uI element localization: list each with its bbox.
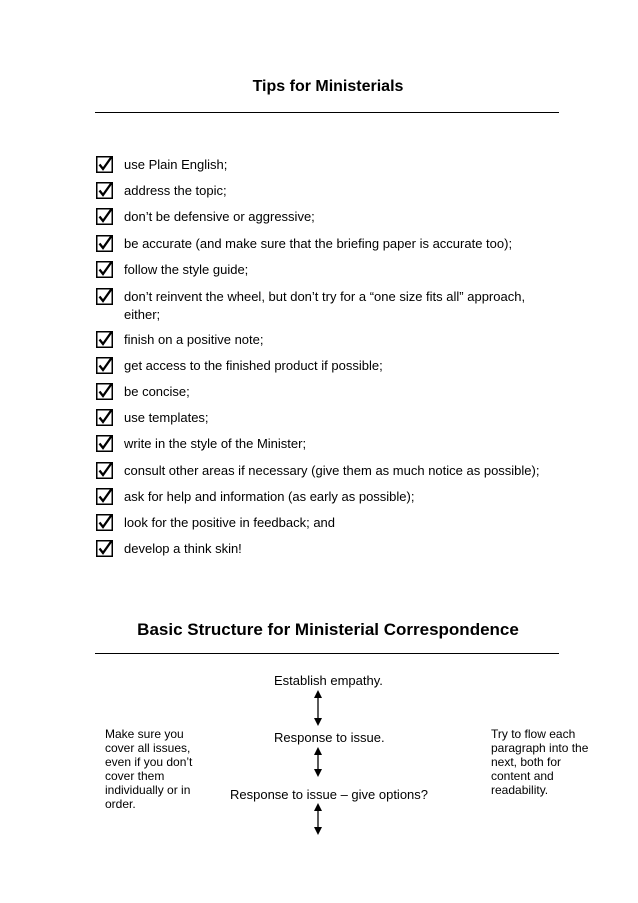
page-title: Tips for Ministerials [252,78,404,95]
tip-item: be accurate (and make sure that the briefing paper is accurate too); [124,236,513,251]
checkbox-icon [96,383,113,400]
tip-item: ask for help and information (as early as possible); [124,489,415,504]
checkbox-icon [96,235,113,252]
checkbox-icon [96,488,113,505]
checkbox-icon [96,409,113,426]
flow-step-empathy: Establish empathy. [274,673,383,688]
tip-item: don’t reinvent the wheel, but don’t try for a “one size fits all” approach, either; [124,289,526,322]
checkbox-icon [96,357,113,374]
tip-item: consult other areas if necessary (give them as much notice as possible); [124,463,540,478]
tip-item: develop a think skin! [124,541,242,556]
double-arrow-icon [312,803,324,840]
checkbox-icon [96,261,113,278]
tip-item: be concise; [124,384,190,399]
checkbox-icon [96,208,113,225]
checkbox-icon [96,435,113,452]
tip-item: use Plain English; [124,157,228,172]
checkbox-icon [96,182,113,199]
checkbox-icon [96,331,113,348]
double-arrow-icon [312,690,324,731]
tip-item: address the topic; [124,183,227,198]
flow-step-options: Response to issue – give options? [230,787,429,802]
double-arrow-icon [312,747,324,782]
checkbox-icon [96,462,113,479]
tip-item: look for the positive in feedback; and [124,515,336,530]
checkbox-icon [96,514,113,531]
section-title: Basic Structure for Ministerial Correspondence [137,620,519,639]
tip-item: finish on a positive note; [124,332,264,347]
tip-item: follow the style guide; [124,262,249,277]
title-rule [95,112,559,113]
flow-step-response: Response to issue. [274,730,385,745]
left-note: Make sure you cover all issues, even if you don’t cover them individually or in order. [105,727,193,811]
right-note: Try to flow each paragraph into the next, both for content and readability. [491,727,589,797]
checkbox-icon [96,540,113,557]
tip-item: don’t be defensive or aggressive; [124,209,315,224]
checkbox-icon [96,156,113,173]
checkbox-icon [96,288,113,305]
tip-item: use templates; [124,410,209,425]
tip-item: write in the style of the Minister; [124,436,307,451]
section-rule [95,653,559,654]
tip-item: get access to the finished product if possible; [124,358,383,373]
